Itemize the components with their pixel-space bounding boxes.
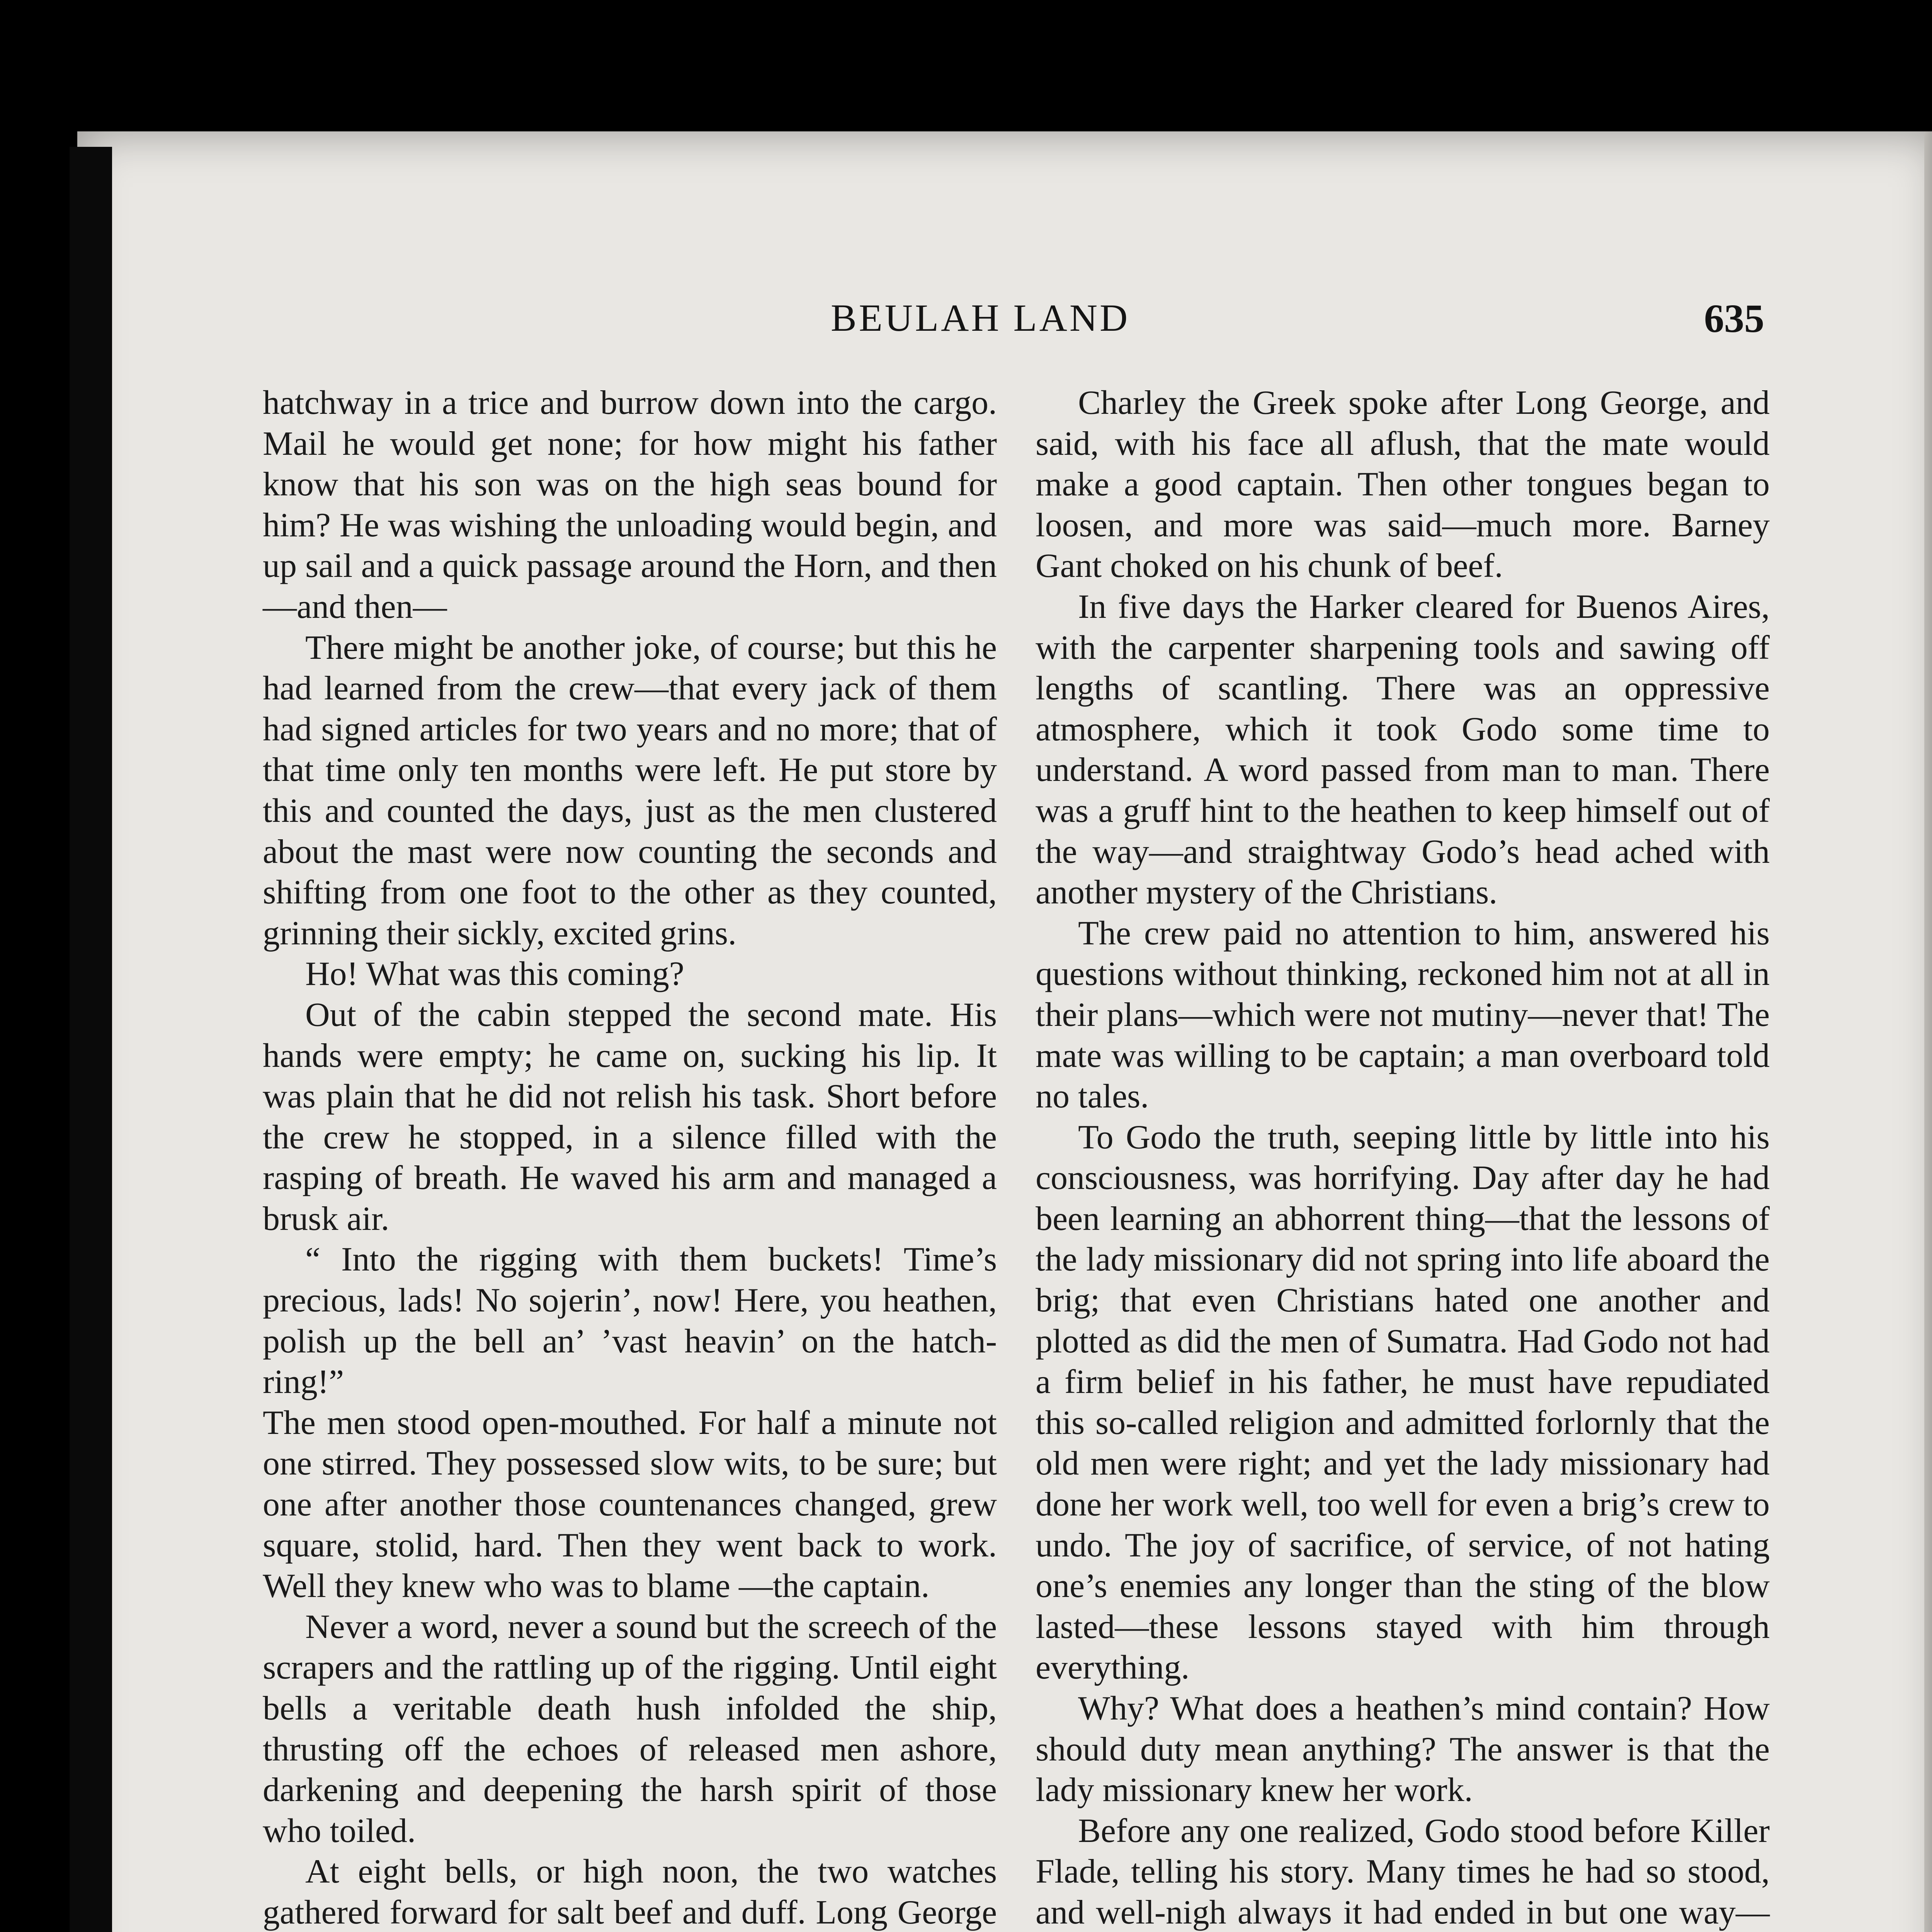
- left-text-column: [263, 383, 997, 1932]
- page-number: 635: [1704, 296, 1764, 341]
- running-title: BEULAH LAND: [831, 296, 1130, 339]
- paragraph: Charley the Greek spoke after Long George, and said, with his face all aflush, that the mate would make a good captain. Then other tongues began to loosen, and more was said—much more. Barney Gant choked on his chunk of beef.: [1036, 384, 1770, 585]
- paragraph: Before any one realized, Godo stood before Killer Flade, telling his story. Many times he had so stood, and well-nigh always it had ended in but one way—: [1036, 1812, 1770, 1931]
- paragraph: At eight bells, or high noon, the two watches gathered forward for salt beef and duff. Long George: [263, 1853, 997, 1931]
- paragraph: hatchway in a trice and burrow down into the cargo. Mail he would get none; for how might his father know that his son was on the high seas bound for him? He was wishing the unloading would begin, and up sail and a quick passage around the Horn, and then—and then—: [263, 384, 997, 626]
- paragraph: To Godo the truth, seeping little by little into his consciousness, was horrifying. Day after day he had been learning an abhorrent thing—that the lessons of the lady missionary did not spring into life aboard the brig; that even Christians hated one another and plotted as did the men of Sumatra. Had Godo not had a firm belief in his father, he must have repudiated this so-called religion and admitted forlornly that the old men were right; and yet the lady missionary had done her work well, too well for even a brig’s crew to undo. The joy of sacrifice, of service, of not hating one’s enemies any longer than the sting of the blow lasted—these lessons stayed with him through everything.: [1036, 1118, 1770, 1687]
- paragraph: Out of the cabin stepped the second mate. His hands were empty; he came on, sucking his lip. It was plain that he did not relish his task. Short before the crew he stopped, in a silence filled with the rasping of breath. He waved his arm and managed a brusk air.: [263, 996, 997, 1238]
- paragraph: The crew paid no attention to him, answered his questions without thinking, reckoned him not at all in their plans—which were not mutiny—never that! The mate was willing to be captain; a man overboard told no tales.: [1036, 914, 1770, 1116]
- right-text-column: [1036, 383, 1770, 1932]
- paragraph: The men stood open-mouthed. For half a minute not one stirred. They possessed slow wits, to be sure; but one after another those countenances changed, grew square, stolid, hard. Then they went back to work. Well they knew who was to blame —the captain.: [263, 1404, 997, 1605]
- paragraph: In five days the Harker cleared for Buenos Aires, with the carpenter sharpening tools and sawing off lengths of scantling. There was an oppressive atmosphere, which it took Godo some time to understand. A word passed from man to man. There was a gruff hint to the heathen to keep himself out of the way—and straightway Godo’s head ached with another mystery of the Christians.: [1036, 588, 1770, 912]
- book-spine-shadow: [70, 147, 112, 1932]
- paragraph: Never a word, never a sound but the screech of the scrapers and the rattling up of the rigging. Until eight bells a veritable death hush infolded the ship, thrusting off the echoes of released men ashore, darkening and deepening the harsh spirit of those who toiled.: [263, 1608, 997, 1850]
- paragraph: Why? What does a heathen’s mind contain? How should duty mean anything? The answer is that the lady missionary knew her work.: [1036, 1690, 1770, 1809]
- paragraph: Ho! What was this coming?: [305, 955, 684, 993]
- paragraph: There might be another joke, of course; but this he had learned from the crew—that every jack of them had signed articles for two years and no more; that of that time only ten months were left. He put store by this and counted the days, just as the men clustered about the mast were now counting the seconds and shifting from one foot to the other as they counted, grinning their sickly, excited grins.: [263, 629, 997, 952]
- paragraph: “ Into the rigging with them buckets! Time’s precious, lads! No sojerin’, now! Here, you heathen, polish up the bell an’ ’vast heavin’ on the hatch-ring!”: [263, 1241, 997, 1401]
- page-edge-shadow: [1924, 131, 1932, 1932]
